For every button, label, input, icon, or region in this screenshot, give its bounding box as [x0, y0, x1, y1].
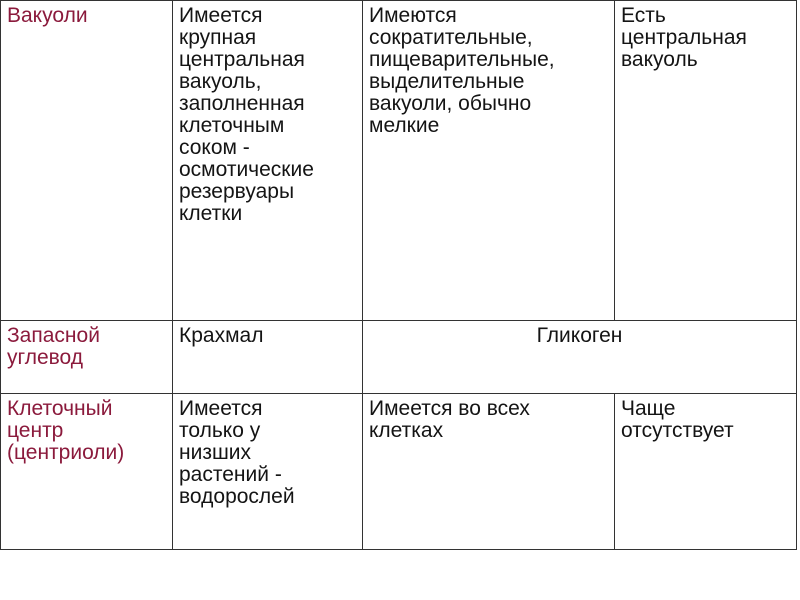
row-header-label: Запасной углевод — [7, 324, 100, 369]
cell-text: Имеется крупная центральная вакуоль, заполненная клеточным соком - осмотические резервуары клетки — [179, 4, 314, 225]
table-cell — [173, 394, 363, 550]
table-row-vacuoles — [1, 1, 797, 321]
cell-text: Есть центральная вакуоль — [621, 4, 747, 71]
table-cell — [173, 1, 363, 321]
table-cell-merged — [363, 321, 797, 394]
row-header-storage-carbohydrate — [1, 321, 173, 394]
table-cell — [173, 321, 363, 394]
table-cell — [363, 394, 615, 550]
cell-text: Имеется только у низших растений - водорослей — [179, 397, 295, 508]
table-row-cell-center — [1, 394, 797, 550]
cell-text: Крахмал — [179, 324, 264, 347]
row-header-label: Вакуоли — [7, 4, 88, 27]
row-header-cell-center — [1, 394, 173, 550]
cell-text: Имеется во всех клетках — [369, 397, 530, 442]
table-row-storage-carbohydrate — [1, 321, 797, 394]
table-cell — [615, 394, 797, 550]
cell-text: Гликоген — [536, 324, 623, 347]
row-header-vacuoles — [1, 1, 173, 321]
table-cell — [615, 1, 797, 321]
table-cell — [363, 1, 615, 321]
cell-text: Чаще отсутствует — [621, 397, 734, 442]
cell-text: Имеются сократительные, пищеварительные, выделительные вакуоли, обычно мелкие — [369, 4, 555, 137]
row-header-label: Клеточный центр (центриоли) — [7, 397, 125, 464]
